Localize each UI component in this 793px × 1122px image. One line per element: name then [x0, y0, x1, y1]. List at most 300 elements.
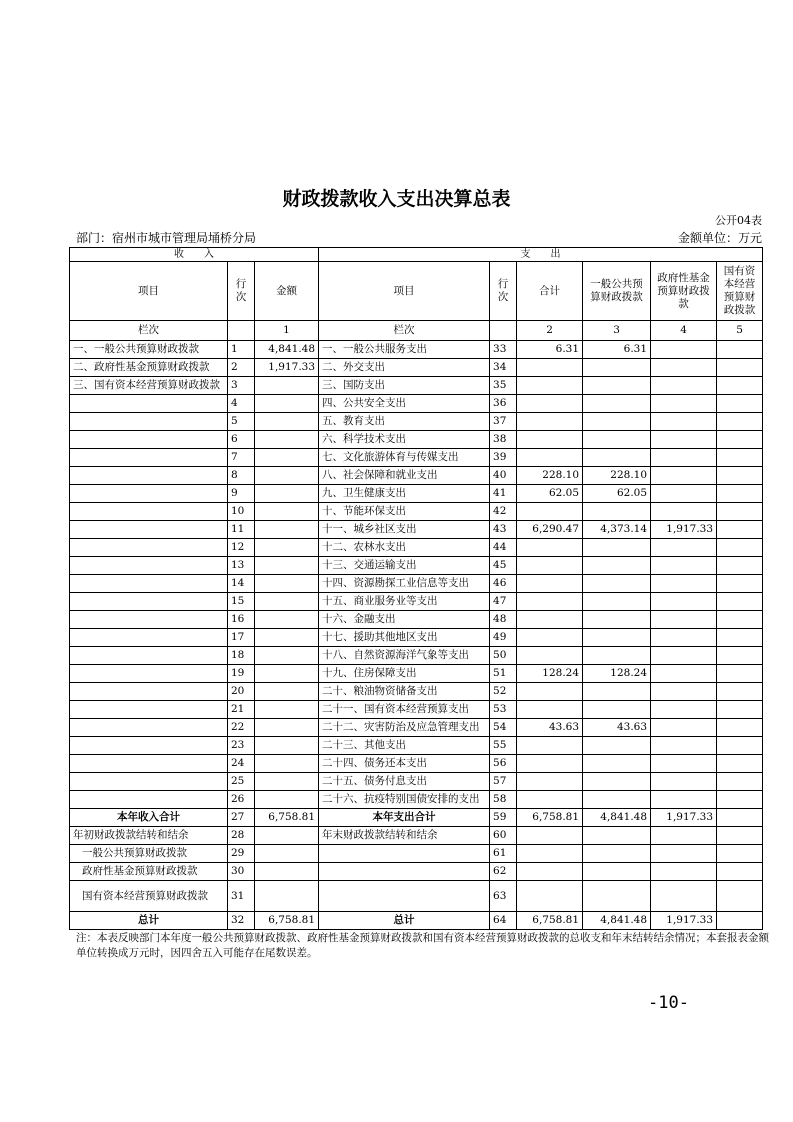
income-item — [70, 629, 228, 647]
income-amount — [255, 413, 319, 431]
table-row — [70, 773, 763, 791]
expense-row-no: 64 — [490, 912, 517, 930]
expense-general — [583, 791, 651, 809]
income-item — [70, 593, 228, 611]
lanci-label: 栏次 — [70, 321, 228, 341]
expense-row-no: 43 — [490, 521, 517, 539]
expense-total: 6.31 — [517, 341, 583, 359]
income-amount — [255, 629, 319, 647]
income-item — [70, 431, 228, 449]
expense-item: 二十六、抗疫特别国债安排的支出 — [319, 791, 490, 809]
table-row — [70, 737, 763, 755]
table-row — [70, 557, 763, 575]
expense-fund — [651, 737, 717, 755]
income-row-no: 9 — [228, 485, 255, 503]
expense-general: 228.10 — [583, 467, 651, 485]
table-row — [70, 539, 763, 557]
expense-fund — [651, 341, 717, 359]
carry-income-item: 国有资本经营预算财政拨款 — [70, 881, 228, 912]
expense-state — [717, 719, 763, 737]
income-amount — [255, 575, 319, 593]
income-row-no: 22 — [228, 719, 255, 737]
budget-summary-table — [69, 247, 763, 930]
carry-expense-fund — [651, 845, 717, 863]
expense-row-no: 39 — [490, 449, 517, 467]
carry-income-item: 一般公共预算财政拨款 — [70, 845, 228, 863]
expense-item: 一、一般公共服务支出 — [319, 341, 490, 359]
expense-general — [583, 737, 651, 755]
income-item — [70, 575, 228, 593]
expense-general — [583, 359, 651, 377]
table-row — [70, 521, 763, 539]
lanci-label-2: 栏次 — [319, 321, 490, 341]
expense-item: 六、科学技术支出 — [319, 431, 490, 449]
expense-state — [717, 359, 763, 377]
income-item: 一、一般公共预算财政拨款 — [70, 341, 228, 359]
expense-item: 四、公共安全支出 — [319, 395, 490, 413]
income-item — [70, 611, 228, 629]
expense-item-header: 项目 — [319, 262, 490, 321]
expense-item: 十四、资源勘探工业信息等支出 — [319, 575, 490, 593]
expense-fund — [651, 539, 717, 557]
income-amount — [255, 647, 319, 665]
expense-row-no: 51 — [490, 665, 517, 683]
carry-expense-total — [517, 863, 583, 881]
expense-fund — [651, 557, 717, 575]
footnote: 注：本表反映部门本年度一般公共预算财政拨款、政府性基金预算财政拨款和国有资本经营预算财政拨款的总收支和年末结转结余情况；本套报表金额单位转换成万元时，因四舍五入可能存在尾数误差。 — [76, 932, 769, 959]
carry-expense-state — [717, 827, 763, 845]
income-item — [70, 485, 228, 503]
income-item-header: 项目 — [70, 262, 228, 321]
expense-fund: 1,917.33 — [651, 521, 717, 539]
lanci-col-2: 2 — [517, 321, 583, 341]
income-amount — [255, 737, 319, 755]
income-item — [70, 467, 228, 485]
expense-row-no: 56 — [490, 755, 517, 773]
expense-total: 6,290.47 — [517, 521, 583, 539]
expense-fund — [651, 647, 717, 665]
expense-fund — [651, 719, 717, 737]
income-amount — [255, 467, 319, 485]
income-item: 二、政府性基金预算财政拨款 — [70, 359, 228, 377]
table-row — [70, 701, 763, 719]
income-row-no: 8 — [228, 467, 255, 485]
table-row — [70, 683, 763, 701]
income-item: 本年收入合计 — [70, 809, 228, 827]
expense-state — [717, 449, 763, 467]
income-row-no: 7 — [228, 449, 255, 467]
expense-item: 二十、粮油物资储备支出 — [319, 683, 490, 701]
carry-general-row — [70, 845, 763, 863]
expense-item: 二十五、债务付息支出 — [319, 773, 490, 791]
income-amount — [255, 611, 319, 629]
expense-state — [717, 539, 763, 557]
expense-general — [583, 377, 651, 395]
carry-expense-total — [517, 827, 583, 845]
page-number: -10- — [648, 993, 689, 1013]
income-amount — [255, 539, 319, 557]
income-row-no: 1 — [228, 341, 255, 359]
income-row-no: 15 — [228, 593, 255, 611]
expense-general — [583, 449, 651, 467]
income-row-no: 24 — [228, 755, 255, 773]
table-row — [70, 629, 763, 647]
expense-row-no: 44 — [490, 539, 517, 557]
expense-item: 二十三、其他支出 — [319, 737, 490, 755]
expense-fund — [651, 449, 717, 467]
income-amount: 1,917.33 — [255, 359, 319, 377]
income-item — [70, 791, 228, 809]
expense-general — [583, 593, 651, 611]
expense-total — [517, 557, 583, 575]
expense-item: 十六、金融支出 — [319, 611, 490, 629]
expense-fund: 1,917.33 — [651, 809, 717, 827]
income-amount: 6,758.81 — [255, 912, 319, 930]
table-row — [70, 395, 763, 413]
unit-label: 金额单位：万元 — [677, 231, 762, 245]
income-row-no: 19 — [228, 665, 255, 683]
expense-item: 总计 — [319, 912, 490, 930]
expense-state — [717, 791, 763, 809]
carry-expense-item — [319, 881, 490, 912]
expense-fund — [651, 755, 717, 773]
income-amount — [255, 773, 319, 791]
expense-general — [583, 773, 651, 791]
expense-row-no: 55 — [490, 737, 517, 755]
expense-row-no: 58 — [490, 791, 517, 809]
table-row — [70, 719, 763, 737]
carry-over-row — [70, 827, 763, 845]
table-row — [70, 413, 763, 431]
expense-general — [583, 755, 651, 773]
expense-state — [717, 701, 763, 719]
expense-row-no: 46 — [490, 575, 517, 593]
expense-fund — [651, 359, 717, 377]
state-capital-header: 国有资本经营预算财政拨款 — [717, 262, 763, 321]
income-item — [70, 539, 228, 557]
income-item — [70, 449, 228, 467]
expense-state — [717, 485, 763, 503]
carry-fund-row — [70, 863, 763, 881]
lanci-col-4: 4 — [651, 321, 717, 341]
table-row — [70, 593, 763, 611]
carry-expense-item: 年末财政拨款结转和结余 — [319, 827, 490, 845]
expense-row-no: 34 — [490, 359, 517, 377]
expense-row-no: 57 — [490, 773, 517, 791]
expense-total: 6,758.81 — [517, 809, 583, 827]
income-row-no: 4 — [228, 395, 255, 413]
income-amount — [255, 683, 319, 701]
table-row — [70, 755, 763, 773]
income-amount — [255, 485, 319, 503]
expense-state — [717, 395, 763, 413]
income-item: 总计 — [70, 912, 228, 930]
expense-row-no: 49 — [490, 629, 517, 647]
lanci-blank — [228, 321, 255, 341]
expense-fund — [651, 485, 717, 503]
expense-state — [717, 467, 763, 485]
income-row-no: 13 — [228, 557, 255, 575]
table-row — [70, 431, 763, 449]
expense-total — [517, 575, 583, 593]
expense-general — [583, 611, 651, 629]
expense-item: 十一、城乡社区支出 — [319, 521, 490, 539]
expense-item: 二十四、债务还本支出 — [319, 755, 490, 773]
expense-state — [717, 521, 763, 539]
carry-expense-general — [583, 827, 651, 845]
expense-state — [717, 683, 763, 701]
expense-general — [583, 395, 651, 413]
expense-total — [517, 755, 583, 773]
expense-general — [583, 503, 651, 521]
income-row-no: 32 — [228, 912, 255, 930]
expense-row-no: 52 — [490, 683, 517, 701]
income-row-no: 3 — [228, 377, 255, 395]
expense-section-header: 支 出 — [319, 248, 763, 262]
expense-state — [717, 773, 763, 791]
column-header-row — [70, 262, 763, 321]
expense-row-no: 33 — [490, 341, 517, 359]
expense-total — [517, 593, 583, 611]
table-row — [70, 665, 763, 683]
expense-item: 十八、自然资源海洋气象等支出 — [319, 647, 490, 665]
expense-row-no: 41 — [490, 485, 517, 503]
income-item — [70, 755, 228, 773]
department-label: 部门：宿州市城市管理局埇桥分局 — [76, 231, 257, 245]
carry-state-row — [70, 881, 763, 912]
income-row-no: 5 — [228, 413, 255, 431]
income-item — [70, 503, 228, 521]
table-row — [70, 359, 763, 377]
expense-state — [717, 755, 763, 773]
expense-row-no: 35 — [490, 377, 517, 395]
expense-general — [583, 575, 651, 593]
income-item — [70, 683, 228, 701]
expense-total: 43.63 — [517, 719, 583, 737]
lanci-col-1: 1 — [255, 321, 319, 341]
income-row-no: 21 — [228, 701, 255, 719]
expense-state — [717, 593, 763, 611]
income-amount — [255, 521, 319, 539]
carry-income-amount — [255, 863, 319, 881]
income-amount — [255, 791, 319, 809]
expense-total — [517, 701, 583, 719]
grand-total-row — [70, 912, 763, 930]
income-item — [70, 557, 228, 575]
expense-row-no: 38 — [490, 431, 517, 449]
fund-budget-header: 政府性基金预算财政拨款 — [651, 262, 717, 321]
income-amount — [255, 665, 319, 683]
expense-state — [717, 809, 763, 827]
carry-expense-state — [717, 881, 763, 912]
expense-general: 4,841.48 — [583, 809, 651, 827]
expense-general — [583, 431, 651, 449]
table-row — [70, 449, 763, 467]
expense-state — [717, 431, 763, 449]
table-row — [70, 377, 763, 395]
income-row-no-header: 行次 — [228, 262, 255, 321]
income-item: 三、国有资本经营预算财政拨款 — [70, 377, 228, 395]
expense-item: 二十二、灾害防治及应急管理支出 — [319, 719, 490, 737]
income-row-no: 16 — [228, 611, 255, 629]
expense-total: 62.05 — [517, 485, 583, 503]
income-amount — [255, 431, 319, 449]
carry-expense-general — [583, 881, 651, 912]
income-row-no: 11 — [228, 521, 255, 539]
expense-row-no: 54 — [490, 719, 517, 737]
expense-item: 九、卫生健康支出 — [319, 485, 490, 503]
expense-total — [517, 431, 583, 449]
income-amount — [255, 377, 319, 395]
expense-fund — [651, 593, 717, 611]
carry-expense-row-no: 60 — [490, 827, 517, 845]
expense-item: 十五、商业服务业等支出 — [319, 593, 490, 611]
expense-total — [517, 791, 583, 809]
expense-item: 本年支出合计 — [319, 809, 490, 827]
carry-expense-state — [717, 863, 763, 881]
carry-expense-total — [517, 881, 583, 912]
income-row-no: 17 — [228, 629, 255, 647]
income-amount — [255, 557, 319, 575]
carry-expense-fund — [651, 863, 717, 881]
expense-state — [717, 647, 763, 665]
subtotal-row — [70, 809, 763, 827]
income-row-no: 25 — [228, 773, 255, 791]
expense-state — [717, 557, 763, 575]
income-amount — [255, 395, 319, 413]
income-row-no: 18 — [228, 647, 255, 665]
expense-total — [517, 503, 583, 521]
expense-state — [717, 912, 763, 930]
expense-row-no: 48 — [490, 611, 517, 629]
expense-item: 二十一、国有资本经营预算支出 — [319, 701, 490, 719]
income-item — [70, 413, 228, 431]
expense-row-no: 50 — [490, 647, 517, 665]
carry-income-item: 政府性基金预算财政拨款 — [70, 863, 228, 881]
lanci-blank-2 — [490, 321, 517, 341]
expense-total — [517, 737, 583, 755]
expense-row-no: 45 — [490, 557, 517, 575]
expense-fund — [651, 629, 717, 647]
carry-expense-total — [517, 845, 583, 863]
expense-fund: 1,917.33 — [651, 912, 717, 930]
expense-general — [583, 557, 651, 575]
income-row-no: 2 — [228, 359, 255, 377]
expense-total — [517, 647, 583, 665]
income-row-no: 20 — [228, 683, 255, 701]
expense-general — [583, 539, 651, 557]
expense-total — [517, 539, 583, 557]
expense-item: 十九、住房保障支出 — [319, 665, 490, 683]
carry-income-row-no: 29 — [228, 845, 255, 863]
carry-income-row-no: 28 — [228, 827, 255, 845]
expense-row-no-header: 行次 — [490, 262, 517, 321]
expense-state — [717, 629, 763, 647]
expense-fund — [651, 683, 717, 701]
carry-expense-row-no: 63 — [490, 881, 517, 912]
expense-general: 4,373.14 — [583, 521, 651, 539]
income-row-no: 10 — [228, 503, 255, 521]
expense-item: 八、社会保障和就业支出 — [319, 467, 490, 485]
expense-item: 十三、交通运输支出 — [319, 557, 490, 575]
carry-expense-state — [717, 845, 763, 863]
expense-total — [517, 611, 583, 629]
expense-fund — [651, 575, 717, 593]
carry-expense-row-no: 62 — [490, 863, 517, 881]
expense-fund — [651, 503, 717, 521]
income-item — [70, 521, 228, 539]
expense-total — [517, 449, 583, 467]
expense-item: 五、教育支出 — [319, 413, 490, 431]
expense-total — [517, 395, 583, 413]
income-row-no: 27 — [228, 809, 255, 827]
carry-expense-row-no: 61 — [490, 845, 517, 863]
expense-row-no: 36 — [490, 395, 517, 413]
carry-income-row-no: 30 — [228, 863, 255, 881]
expense-fund — [651, 665, 717, 683]
expense-state — [717, 611, 763, 629]
expense-row-no: 42 — [490, 503, 517, 521]
income-item — [70, 719, 228, 737]
expense-state — [717, 737, 763, 755]
expense-item: 三、国防支出 — [319, 377, 490, 395]
expense-total — [517, 629, 583, 647]
carry-expense-fund — [651, 827, 717, 845]
income-item — [70, 701, 228, 719]
table-row — [70, 341, 763, 359]
table-row — [70, 485, 763, 503]
income-row-no: 6 — [228, 431, 255, 449]
income-amount — [255, 755, 319, 773]
expense-total: 6,758.81 — [517, 912, 583, 930]
income-amount — [255, 503, 319, 521]
expense-general — [583, 683, 651, 701]
expense-general — [583, 701, 651, 719]
expense-total — [517, 683, 583, 701]
table-row — [70, 611, 763, 629]
income-amount: 6,758.81 — [255, 809, 319, 827]
column-index-row — [70, 321, 763, 341]
carry-income-amount — [255, 881, 319, 912]
lanci-col-5: 5 — [717, 321, 763, 341]
expense-state — [717, 503, 763, 521]
expense-total — [517, 413, 583, 431]
expense-row-no: 47 — [490, 593, 517, 611]
income-amount — [255, 593, 319, 611]
income-amount — [255, 719, 319, 737]
expense-item: 十二、农林水支出 — [319, 539, 490, 557]
table-row — [70, 467, 763, 485]
income-section-header: 收 入 — [70, 248, 319, 262]
expense-fund — [651, 467, 717, 485]
income-amount — [255, 449, 319, 467]
expense-general — [583, 647, 651, 665]
general-budget-header: 一般公共预算财政拨款 — [583, 262, 651, 321]
carry-income-amount — [255, 845, 319, 863]
expense-row-no: 59 — [490, 809, 517, 827]
expense-general: 43.63 — [583, 719, 651, 737]
expense-item: 十七、援助其他地区支出 — [319, 629, 490, 647]
table-row — [70, 791, 763, 809]
carry-income-item: 年初财政拨款结转和结余 — [70, 827, 228, 845]
expense-general: 62.05 — [583, 485, 651, 503]
carry-expense-general — [583, 845, 651, 863]
income-item — [70, 647, 228, 665]
expense-fund — [651, 395, 717, 413]
income-item — [70, 665, 228, 683]
income-row-no: 26 — [228, 791, 255, 809]
expense-fund — [651, 377, 717, 395]
